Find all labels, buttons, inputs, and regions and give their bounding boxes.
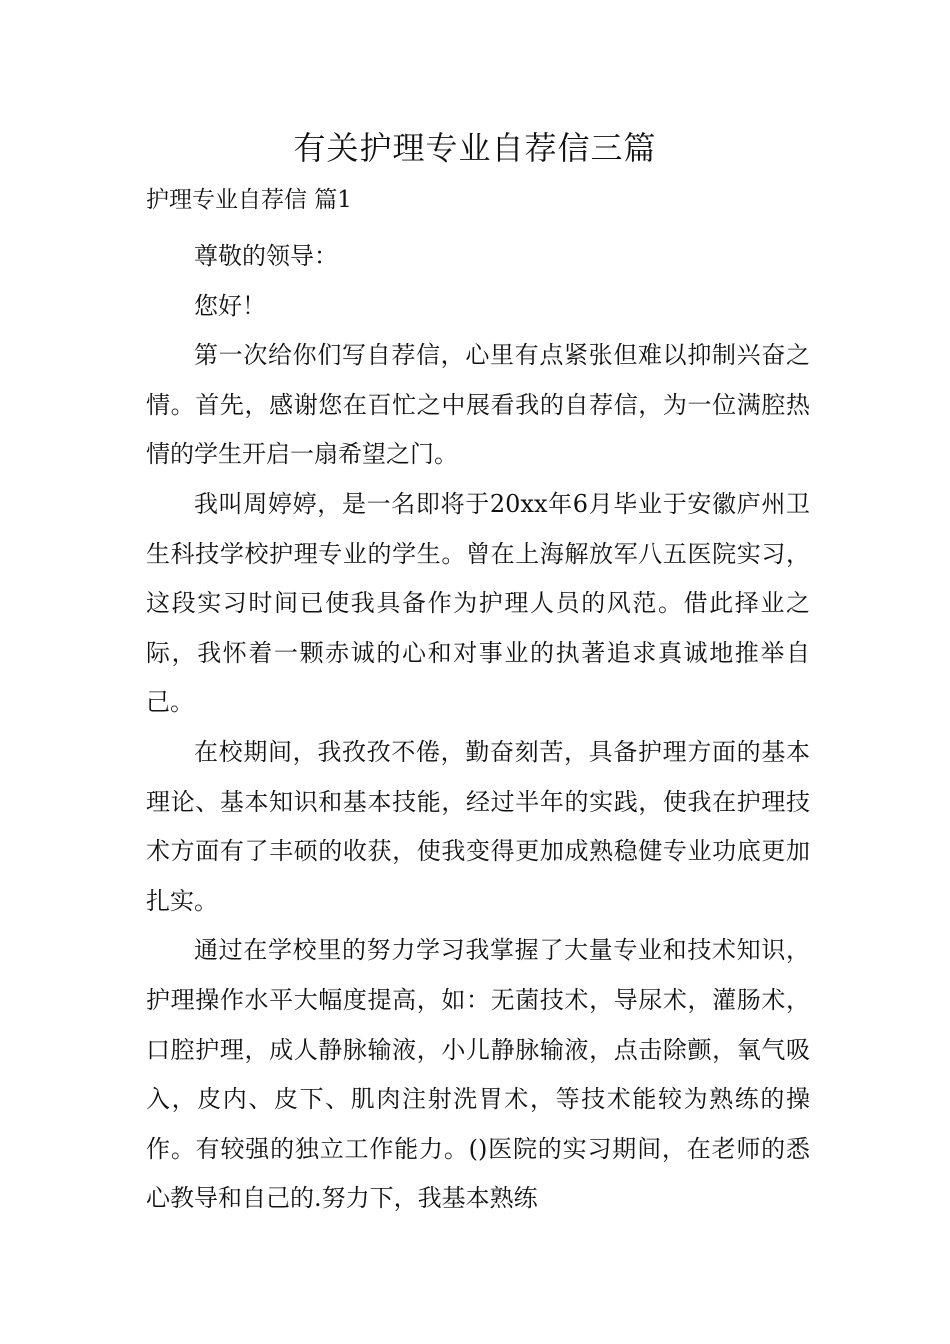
paragraph-self-introduction: 我叫周婷婷，是一名即将于20xx年6月毕业于安徽庐州卫生科技学校护理专业的学生。曾在上海解放军八五医院实习，这段实习时间已使我具备作为护理人员的风范。借此择业之际，我怀着一颗赤诚的心和对事业的执著追求真诚地推举自己。: [146, 489, 810, 717]
paragraph-skills: 通过在学校里的努力学习我掌握了大量专业和技术知识，护理操作水平大幅度提高，如：无菌技术，导尿术，灌肠术，口腔护理，成人静脉输液，小儿静脉输液，点击除颤，氧气吸入，皮内、皮下、肌肉注射洗胃术，等技术能较为熟练的操作。有较强的独立工作能力。()医院的实习期间，在老师的悉心教导和自己的.努力下，我基本熟练: [146, 936, 810, 1213]
paragraph-school-period: 在校期间，我孜孜不倦，勤奋刻苦，具备护理方面的基本理论、基本知识和基本技能，经过半年的实践，使我在护理技术方面有了丰硕的收获，使我变得更加成熟稳健专业功底更加扎实。: [146, 737, 810, 915]
letter-body: [146, 232, 810, 1224]
paragraph-intro: 第一次给你们写自荐信，心里有点紧张但难以抑制兴奋之情。首先，感谢您在百忙之中展看我的自荐信，为一位满腔热情的学生开启一扇希望之门。: [146, 341, 810, 469]
salutation: 尊敬的领导：: [194, 242, 338, 270]
document-title: 有关护理专业自荐信三篇: [293, 129, 657, 167]
section-heading: 护理专业自荐信 篇1: [146, 187, 352, 213]
greeting: 您好！: [194, 291, 266, 320]
